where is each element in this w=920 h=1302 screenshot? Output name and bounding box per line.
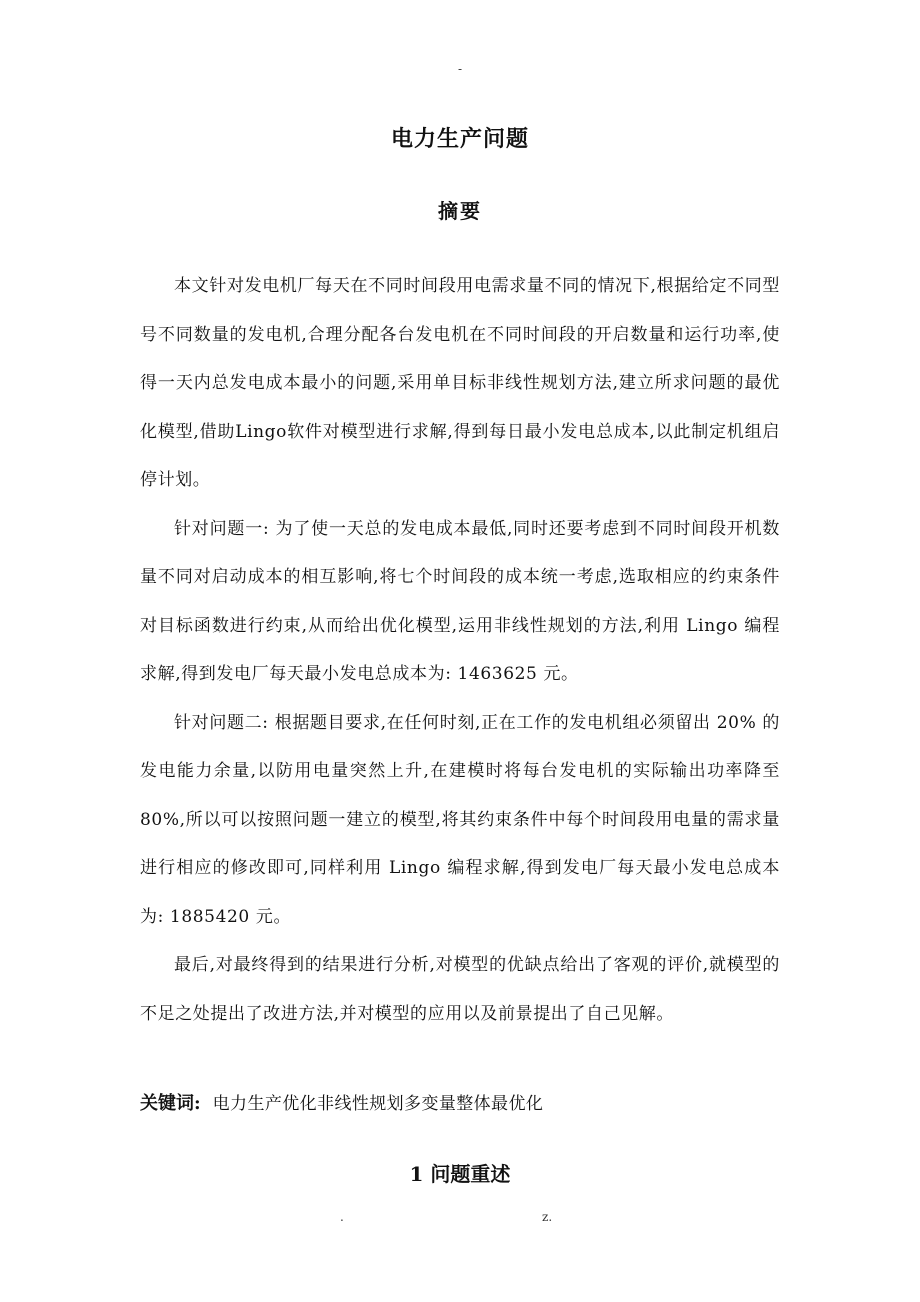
keywords-value: 电力生产优化非线性规划多变量整体最优化 [212,1094,544,1114]
abstract-paragraph-conclusion: 最后,对最终得到的结果进行分析,对模型的优缺点给出了客观的评价,就模型的不足之处提出了改进方法,并对模型的应用以及前景提出了自己见解。 [140,955,780,1024]
keywords-label: 关键词: [140,1093,201,1114]
page-footer-right: z. [542,1210,553,1224]
page-header-mark: - [457,62,463,76]
abstract-paragraph-intro: 本文针对发电机厂每天在不同时间段用电需求量不同的情况下,根据给定不同型号不同数量的发电机,合理分配各台发电机在不同时间段的开启数量和运行功率,使得一天内总发电成本最小的问题,采用单目标非线性规划方法,建立所求问题的最优化模型,借助Lingo软件对模型进行求解,得到每日最小发电总成本,以此制定机组启停计划。 [140,276,780,490]
abstract-paragraph-problem-1: 针对问题一: 为了使一天总的发电成本最低,同时还要考虑到不同时间段开机数量不同对启动成本的相互影响,将七个时间段的成本统一考虑,选取相应的约束条件对目标函数进行约束,从而给出优化模型,运用非线性规划的方法,利用 Lingo 编程求解,得到发电厂每天最小发电总成本为: 1463625 元。 [140,518,780,684]
abstract-heading: 摘要 [438,199,482,223]
abstract-body [140,262,780,1038]
keywords [140,1088,800,1120]
section-heading-problem-restatement: 1 问题重述 [409,1162,511,1186]
paper-title: 电力生产问题 [390,126,529,152]
page-footer-left: . [340,1210,344,1224]
abstract-paragraph-problem-2: 针对问题二: 根据题目要求,在任何时刻,正在工作的发电机组必须留出 20% 的发电能力余量,以防用电量突然上升,在建模时将每台发电机的实际输出功率降至 80%,所以可以按照问题一建立的模型,将其约束条件中每个时间段用电量的需求量进行相应的修改即可,同样利用 Lingo 编程求解,得到发电厂每天最小发电总成本为: 1885420 元。 [140,712,780,927]
